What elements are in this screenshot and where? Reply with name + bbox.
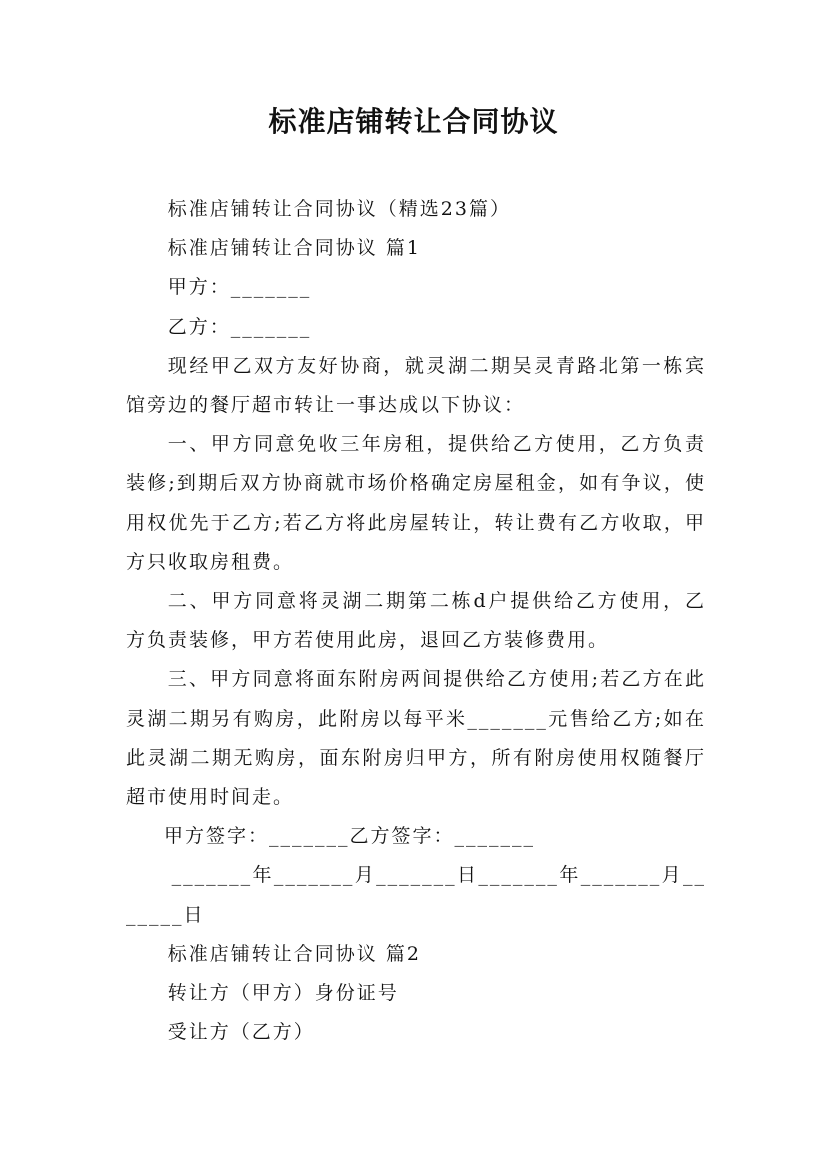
clause-3: 三、甲方同意将面东附房两间提供给乙方使用;若乙方在此灵湖二期另有购房，此附房以每平米_______元售给乙方;如在此灵湖二期无购房，面东附房归甲方，所有附房使用权随餐厅超市使用时间走。 — [126, 668, 706, 809]
transferor-line: 转让方（甲方）身份证号 — [167, 982, 399, 1005]
clause-1: 一、甲方同意免收三年房租，提供给乙方使用，乙方负责装修;到期后双方协商就市场价格确定房屋租金，如有争议，使用权优先于乙方;若乙方将此房屋转让，转让费有乙方收取，甲方只收取房租费。 — [126, 433, 706, 573]
party-b-line: 乙方：_______ — [167, 315, 312, 338]
section-heading-2: 标准店铺转让合同协议 篇2 — [167, 942, 421, 965]
party-a-line: 甲方：_______ — [167, 276, 312, 299]
transferee-line: 受让方（乙方） — [167, 1021, 315, 1044]
paragraph-subtitle: 标准店铺转让合同协议（精选23篇） — [167, 198, 511, 220]
clause-2: 二、甲方同意将灵湖二期第二栋d户提供给乙方使用，乙方负责装修，甲方若使用此房，退回乙方装修费用。 — [126, 590, 706, 652]
document-body — [126, 190, 706, 1052]
document-title: 标准店铺转让合同协议 — [268, 105, 559, 138]
section-heading-1: 标准店铺转让合同协议 篇1 — [167, 237, 421, 260]
date-line: _______年_______月_______日_______年_______月_______日 — [126, 864, 706, 926]
paragraph-intro: 现经甲乙双方友好协商，就灵湖二期吴灵青路北第一栋宾馆旁边的餐厅超市转让一事达成以下协议： — [126, 354, 706, 417]
signature-line: 甲方签字：_______乙方签字：_______ — [164, 825, 536, 848]
